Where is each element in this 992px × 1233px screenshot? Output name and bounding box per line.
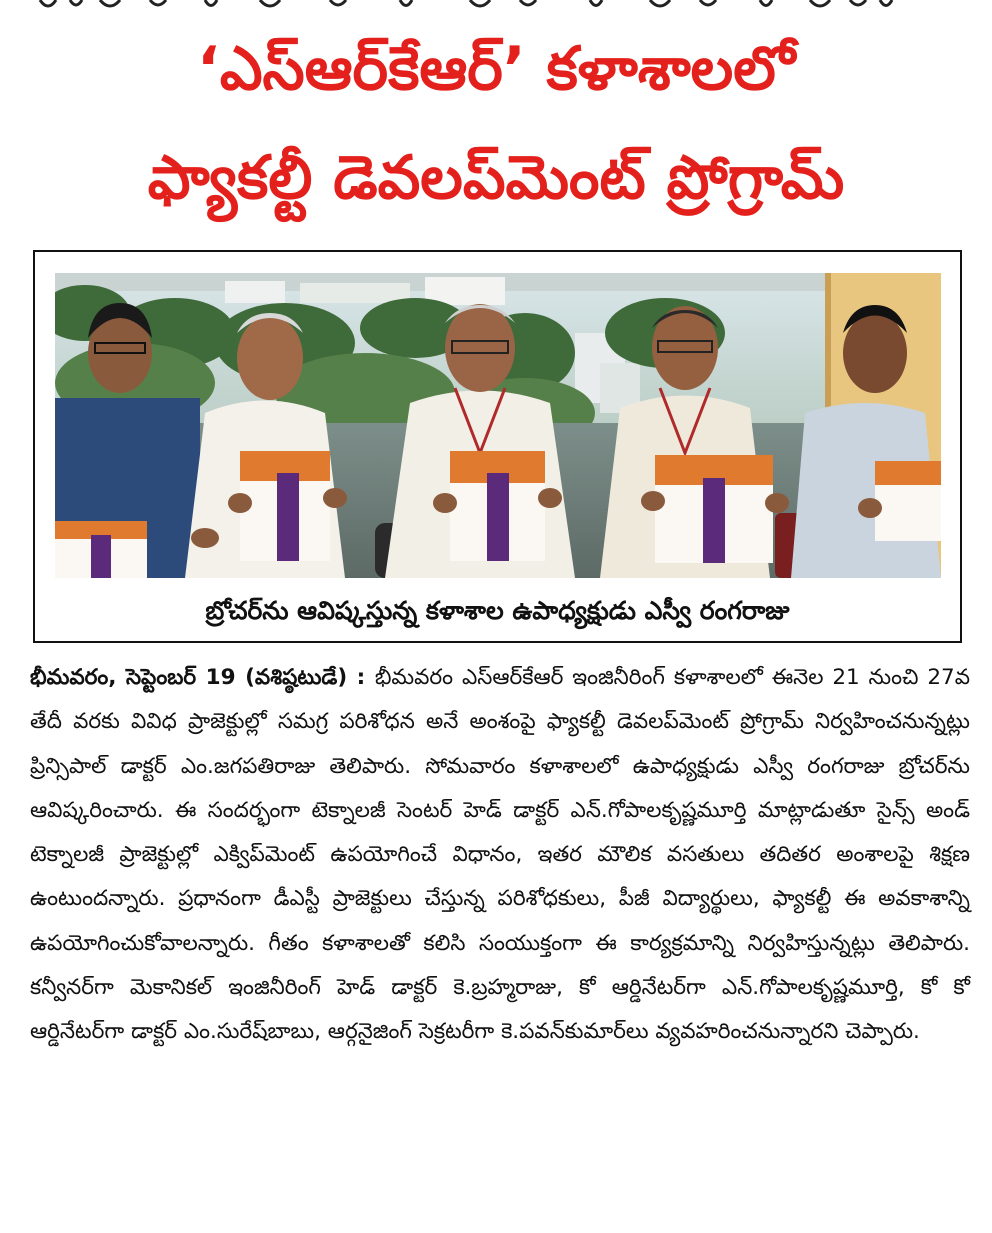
photo-caption: బ్రోచర్‌ను ఆవిష్కస్తున్న కళాశాల ఉపాధ్యక్షుడు ఎస్వీ రంగరాజు [205,596,790,625]
article-dateline: భీమవరం, సెప్టెంబర్ 19 (వశిష్ఠటుడే) : [30,665,375,690]
headline-line-2: ఫ్యాకల్టీ డెవలప్‌మెంట్ ప్రోగ్రామ్ [147,143,845,213]
brochure-3 [450,451,545,561]
news-photo [55,273,941,578]
brochure-5 [875,461,941,541]
article-text: భీమవరం ఎస్‌ఆర్‌కేఆర్ ఇంజినీరింగ్ కళాశాలలో ఈనెల 21 నుంచి 27వ తేదీ వరకు వివిధ ప్రాజెక్టుల్లో సమగ్ర పరిశోధన అనే అంశంపై ఫ్యాకల్టీ డెవలప్‌మెంట్ ప్రోగ్రామ్ నిర్వహించనున్నట్లు ప్రిన్సిపాల్ డాక్టర్ ఎం.జగపతిరాజు తెలిపారు. సోమవారం కళాశాలలో ఉపాధ్యక్షుడు ఎస్వీ రంగరాజు బ్రోచర్‌ను ఆవిష్కరించారు. ఈ సందర్భంగా టెక్నాలజీ సెంటర్ హెడ్ డాక్టర్ ఎన్.గోపాలకృష్ణమూర్తి మాట్లాడుతూ సైన్స్ అండ్ టెక్నాలజీ ప్రాజెక్టుల్లో ఎక్విప్‌మెంట్ ఉపయోగించే విధానం, ఇతర మౌలిక వసతులు తదితర అంశాలపై శిక్షణ ఉంటుందన్నారు. ప్రధానంగా డీఎస్టీ ప్రాజెక్టులు చేస్తున్న పరిశోధకులు, పీజీ విద్యార్థులు, ఫ్యాకల్టీ ఈ అవకాశాన్ని ఉపయోగించుకోవాలన్నారు. గీతం కళాశాలతో కలిసి సంయుక్తంగా ఈ కార్యక్రమాన్ని నిర్వహిస్తున్నట్లు తెలిపారు. కన్వీనర్‌గా మెకానికల్ ఇంజినీరింగ్ హెడ్ డాక్టర్ కె.బ్రహ్మరాజు, కో ఆర్డినేటర్‌గా ఎన్.గోపాలకృష్ణమూర్తి, కో కో ఆర్డినేటర్‌గా డాక్టర్ ఎం.సురేష్‌బాబు, ఆర్గనైజింగ్ సెక్రటరీగా కె.పవన్‌కుమార్‌లు వ్యవహరించనున్నారని చెప్పారు. [30,665,970,1045]
headline-line-1: ‘ఎస్‌ఆర్‌కేఆర్’ కళాశాలలో [197,34,795,104]
brochure-4 [655,455,773,563]
article-body [30,656,970,1055]
brochure-1 [55,521,147,578]
photo-box [33,250,962,643]
previous-article-cut-text [0,0,992,14]
brochure-2 [240,451,330,561]
